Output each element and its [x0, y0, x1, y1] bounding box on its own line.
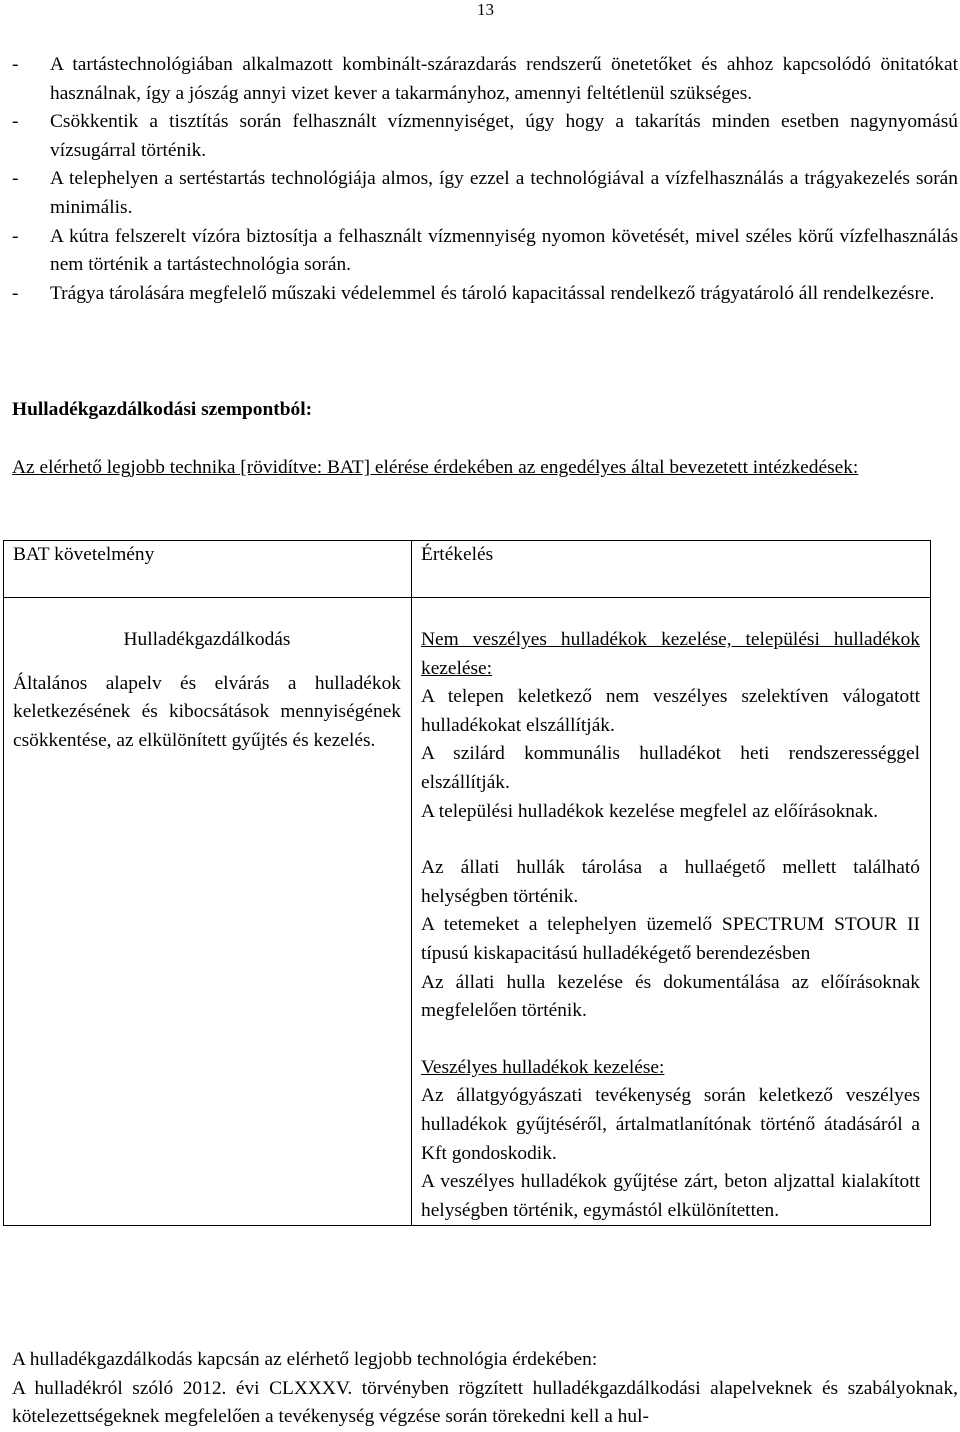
- bullet-dash: -: [12, 225, 19, 247]
- list-item: [12, 165, 958, 222]
- requirement-title: Hulladékgazdálkodás: [123, 629, 291, 650]
- evaluation-text: A települési hulladékok kezelése megfelel az előírásoknak.: [421, 800, 879, 822]
- evaluation-cell: [412, 598, 931, 1226]
- bullet-text: Trágya tárolására megfelelő műszaki védelemmel és tároló kapacitással rendelkező trágyatároló áll rendelkezésre.: [50, 282, 935, 304]
- page-number: 13: [477, 0, 494, 19]
- evaluation-text: Az állatgyógyászati tevékenység során keletkező veszélyes hulladékok gyűjtéséről, ártalmatlanítónak történő átadásáról a Kft gondoskodik.: [421, 1085, 920, 1164]
- bullet-dash: -: [12, 54, 19, 75]
- table-header-row: [4, 541, 931, 598]
- list-item: [12, 51, 958, 108]
- header-evaluation: Értékelés: [412, 541, 931, 598]
- list-item: [12, 223, 958, 280]
- table-row: [4, 598, 931, 1226]
- bullet-text: A telephelyen a sertéstartás technológiája almos, így ezzel a technológiával a vízfelhasználás a trágyakezelés során minimális.: [50, 168, 958, 218]
- intro-paragraph: Az elérhető legjobb technika [rövidítve: BAT] elérése érdekében az engedélyes által bevezetett intézkedések:: [12, 457, 859, 478]
- evaluation-text: A telepen keletkező nem veszélyes szelektíven válogatott hulladékokat elszállítják.: [421, 686, 920, 736]
- footer-paragraph: A hulladékról szóló 2012. évi CLXXXV. törvényben rögzített hulladékgazdálkodási alapelveknek és szabályoknak, kötelezettségeknek megfelelően a tevékenység végzése során törekedni kell a hul-: [12, 1377, 958, 1428]
- evaluation-text: A veszélyes hulladékok gyűjtése zárt, beton aljzattal kialakított helységben történik, egymástól elkülönítetten.: [421, 1171, 920, 1221]
- footer-line: A hulladékgazdálkodás kapcsán az elérhető legjobb technológia érdekében:: [12, 1349, 598, 1370]
- hazardous-heading: Veszélyes hulladékok kezelése:: [421, 1056, 665, 1078]
- bat-table: [3, 540, 931, 1226]
- bullet-text: Csökkentik a tisztítás során felhasznált vízmennyiséget, úgy hogy a takarítás minden esetben nagynyomású vízsugárral történik.: [50, 111, 958, 161]
- list-item: [12, 108, 958, 165]
- bullet-dash: -: [12, 111, 19, 133]
- requirement-cell: [4, 598, 412, 1226]
- evaluation-text: A szilárd kommunális hulladékot heti rendszerességgel elszállítják.: [421, 743, 920, 793]
- footer-text: [12, 1346, 958, 1432]
- section-heading: Hulladékgazdálkodási szempontból:: [12, 399, 313, 420]
- evaluation-text: A tetemeket a telephelyen üzemelő SPECTRUM STOUR II típusú kiskapacitású hulladékégető berendezésben: [421, 914, 920, 964]
- list-item: [12, 280, 958, 309]
- nonhazardous-heading: Nem veszélyes hulladékok kezelése, települési hulladékok kezelése:: [421, 629, 920, 679]
- evaluation-text: Az állati hullák tárolása a hullaégető mellett található helységben történik.: [421, 857, 920, 907]
- bullet-dash: -: [12, 282, 19, 304]
- bullet-list: [12, 51, 958, 308]
- header-bat-requirement: BAT követelmény: [4, 541, 412, 598]
- requirement-text: Általános alapelv és elvárás a hulladékok keletkezésének és kibocsátások mennyiségének csökkentése, az elkülönített gyűjtés és kezelés.: [13, 672, 401, 751]
- bullet-text: A tartástechnológiában alkalmazott kombinált-szárazdarás rendszerű önetetőket és ahhoz kapcsolódó önitatókat használnak, így a jószág annyi vizet kever a takarmányhoz, amennyi feltétlenül szükséges.: [50, 54, 958, 104]
- evaluation-text: Az állati hulla kezelése és dokumentálása az előírásoknak megfelelően történik.: [421, 971, 920, 1022]
- bullet-dash: -: [12, 168, 19, 190]
- bullet-text: A kútra felszerelt vízóra biztosítja a felhasznált vízmennyiség nyomon követését, mivel széles körű vízfelhasználás nem történik a tartástechnológia során.: [50, 225, 958, 276]
